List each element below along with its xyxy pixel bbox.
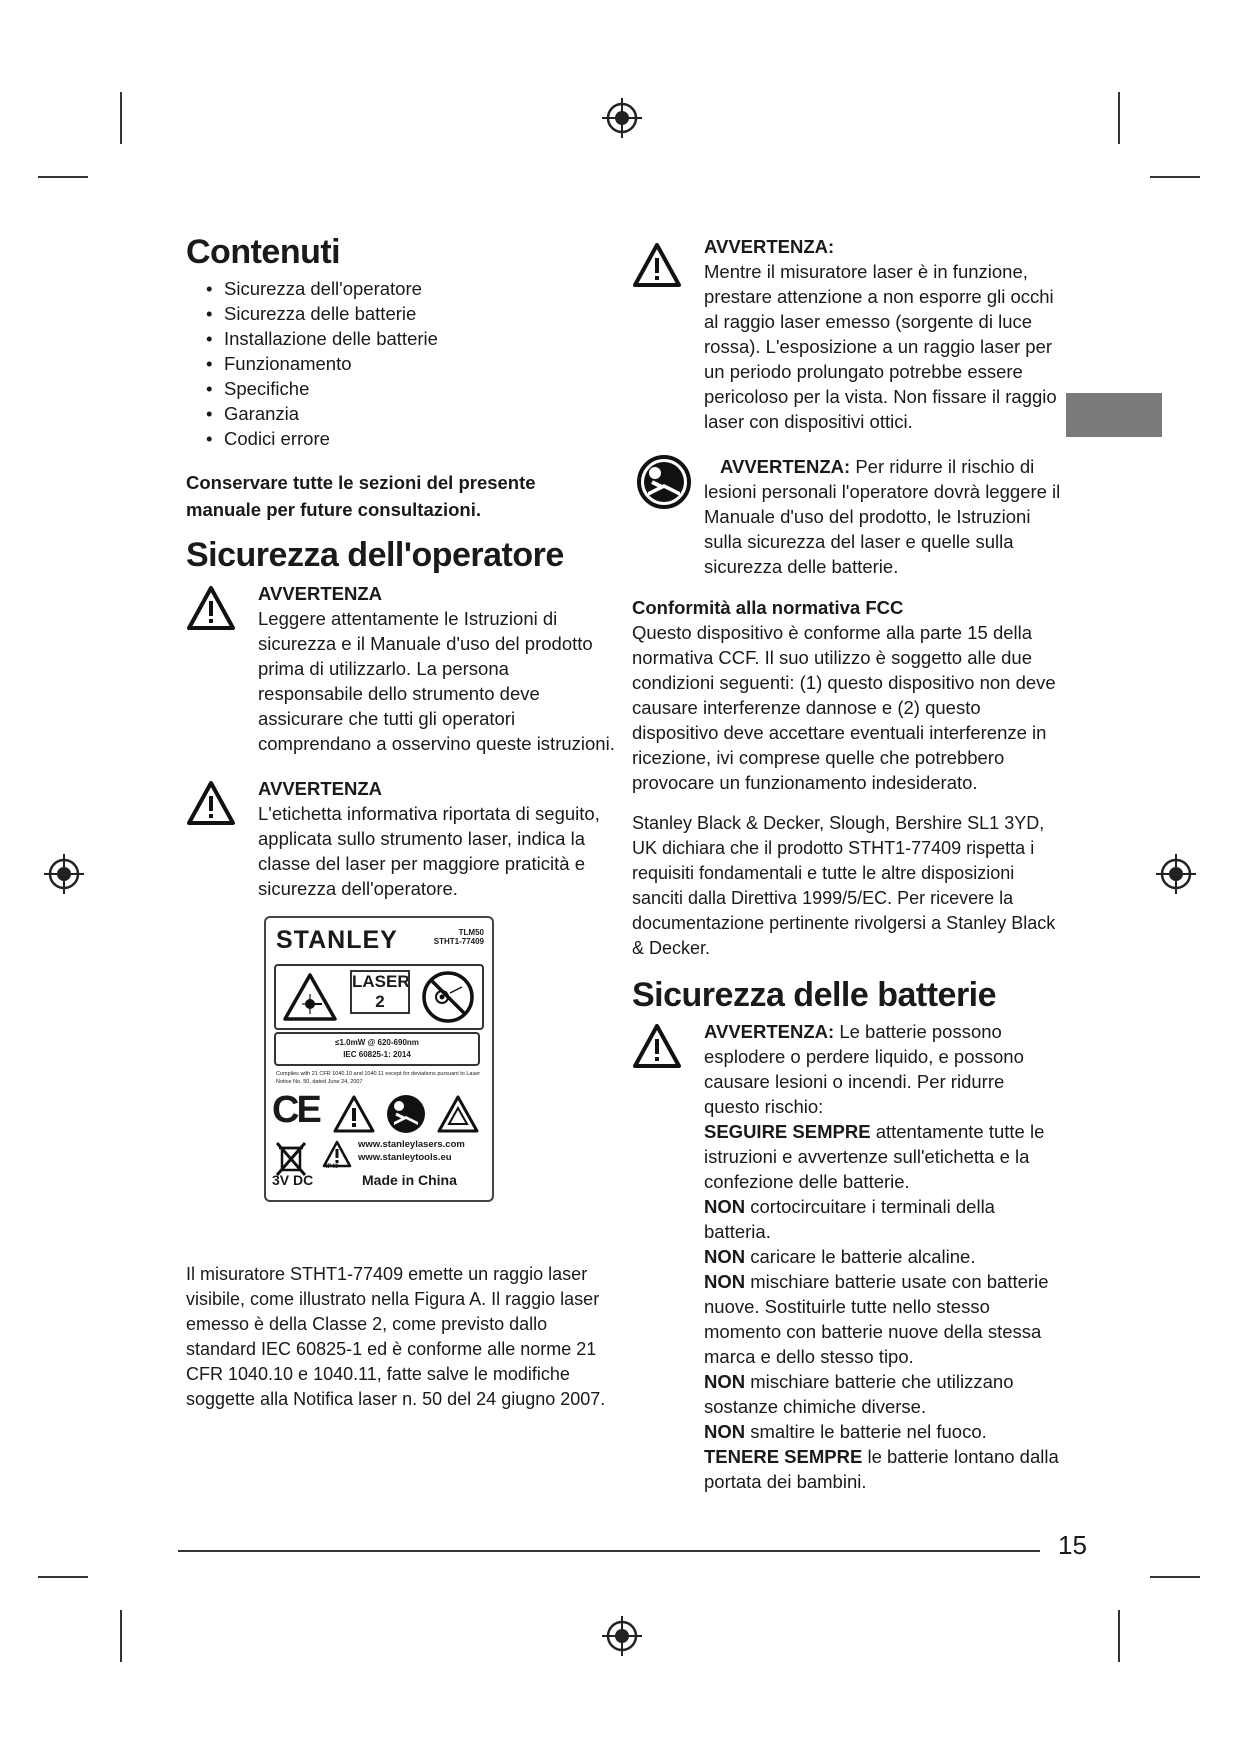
battery-rule <box>704 1419 1062 1444</box>
warning-block <box>632 454 1062 579</box>
rule-text: cortocircuitare i terminali della batteria. <box>704 1196 995 1242</box>
right-column <box>632 234 1062 1494</box>
warning-text: Mentre il misuratore laser è in funzione, prestare attenzione a non esporre gli occhi al raggio laser emesso (sorgente di luce rossa). L'esposizione a un raggio laser per un periodo prolungato potrebbe essere pericoloso per la vista. Non fissare il raggio laser con dispositivi ottici. <box>704 261 1057 432</box>
made-in: Made in China <box>362 1172 457 1188</box>
contents-item: • Funzionamento <box>186 351 616 376</box>
rule-text: mischiare batterie usate con batterie nuove. Sostituirle tutte nello stesso momento con batterie nuove della stessa marca e dello stesso tipo. <box>704 1271 1049 1367</box>
warning-triangle-icon <box>186 585 236 631</box>
rule-lead: NON <box>704 1421 746 1442</box>
model-line: STHT1-77409 <box>433 937 484 946</box>
compliance-fine-print: Complies with 21 CFR 1040.10 and 1040.11 except for deviations pursuant to Laser Notice No. 50, dated June 24, 2007 <box>276 1071 481 1085</box>
warning-title: AVVERTENZA: <box>720 456 851 477</box>
crop-mark <box>120 92 122 144</box>
rule-lead: TENERE SEMPRE <box>704 1446 863 1467</box>
laser-hazard-icon <box>282 972 338 1022</box>
rule-lead: NON <box>704 1196 746 1217</box>
battery-rule <box>704 1369 1062 1419</box>
declaration-text: Stanley Black & Decker, Slough, Bershire SL1 3YD, UK dichiara che il prodotto STHT1-77409 rispetta i requisiti fondamentali e tutte le altre disposizioni sanciti dalla Direttiva 1999/5/EC. Per ricevere la documentazione pertinente rivolgersi a Stanley Black & Decker. <box>632 813 1056 958</box>
battery-rule <box>704 1194 1062 1244</box>
warning-triangle-icon <box>186 780 236 826</box>
warning-text: Per ridurre il rischio di lesioni personali l'operatore dovrà leggere il Manuale d'uso del prodotto, le Istruzioni sulla sicurezza del laser e quelle sulla sicurezza delle batterie. <box>704 456 1061 577</box>
contents-item: • Codici errore <box>186 426 616 451</box>
model-number <box>434 928 484 946</box>
laser-class-label <box>264 916 494 1202</box>
warning-paragraph <box>704 454 1062 579</box>
rule-lead: SEGUIRE SEMPRE <box>704 1121 871 1142</box>
website-link: www.stanleylasers.com <box>358 1139 465 1150</box>
crop-mark <box>120 1610 122 1662</box>
contents-title: Contenuti <box>186 233 341 271</box>
laser-word: LASER <box>352 972 410 991</box>
registration-mark-icon <box>600 1614 644 1658</box>
battery-safety-title: Sicurezza delle batterie <box>632 976 997 1014</box>
contents-item: • Specifiche <box>186 376 616 401</box>
keep-manual-note: Conservare tutte le sezioni del presente manuale per future consultazioni. <box>186 472 536 520</box>
voltage-rating: 3V DC <box>272 1172 314 1188</box>
contents-item: • Sicurezza dell'operatore <box>186 276 616 301</box>
battery-warning-paragraph <box>704 1019 1062 1119</box>
fcc-text: Questo dispositivo è conforme alla parte 15 della normativa CCF. Il suo utilizzo è soggetto alle due condizioni seguenti: (1) questo dispositivo non deve causare interferenze dannose e (2) questo dispositivo deve accettare eventuali interferenze in ricezione, ivi comprese quelle che potrebbero provocare un funzionamento indesiderato. <box>632 622 1056 793</box>
label-websites <box>358 1138 465 1164</box>
crop-mark <box>38 176 88 178</box>
registration-mark-icon <box>42 852 86 896</box>
warning-title: AVVERTENZA <box>258 778 383 799</box>
warning-block <box>186 581 616 756</box>
rule-text: attentamente tutte le istruzioni e avvertenze sull'etichetta e la confezione delle batterie. <box>704 1121 1045 1192</box>
warning-title: AVVERTENZA <box>258 583 383 604</box>
registration-mark-icon <box>1154 852 1198 896</box>
battery-warning-block <box>632 1019 1062 1494</box>
laser-power-spec: ≤1.0mW @ 620-690nm <box>335 1038 419 1047</box>
contents-item: • Installazione delle batterie <box>186 326 616 351</box>
model-line: TLM50 <box>458 928 484 937</box>
read-manual-icon <box>636 454 692 510</box>
crop-mark <box>1150 1576 1200 1578</box>
read-manual-icon <box>384 1092 428 1136</box>
battery-rule <box>704 1244 1062 1269</box>
warning-title: AVVERTENZA: <box>704 1021 835 1042</box>
page-number: 15 <box>1058 1530 1087 1560</box>
ip-rating: IP40 <box>326 1164 339 1170</box>
crop-mark <box>1118 92 1120 144</box>
laser-class-box <box>274 964 484 1030</box>
laser-spec-box <box>274 1032 480 1066</box>
left-column <box>186 232 616 901</box>
battery-rule <box>704 1119 1062 1194</box>
contents-item: • Sicurezza delle batterie <box>186 301 616 326</box>
warning-block <box>186 776 616 901</box>
brand-name: STANLEY <box>276 926 398 954</box>
contents-item: • Garanzia <box>186 401 616 426</box>
rule-lead: NON <box>704 1371 746 1392</box>
rule-text: smaltire le batterie nel fuoco. <box>750 1421 987 1442</box>
battery-rule <box>704 1269 1062 1369</box>
footer-rule <box>178 1550 1040 1552</box>
battery-rule <box>704 1444 1062 1494</box>
rule-text: le batterie lontano dalla portata dei bambini. <box>704 1446 1059 1492</box>
warning-text: Le batterie possono esplodere o perdere liquido, e possono causare lesioni o incendi. Per ridurre questo rischio: <box>704 1021 1024 1117</box>
website-link: www.stanleytools.eu <box>358 1152 452 1163</box>
crop-mark <box>38 1576 88 1578</box>
registration-mark-icon <box>600 96 644 140</box>
warning-triangle-icon <box>632 242 682 288</box>
warning-triangle-icon <box>332 1094 376 1134</box>
crop-mark <box>1150 176 1200 178</box>
section-tab-marker <box>1066 393 1162 437</box>
fcc-title: Conformità alla normativa FCC <box>632 597 904 618</box>
laser-class-number: 2 <box>375 992 385 1011</box>
crop-mark <box>1118 1610 1120 1662</box>
contents-list <box>186 276 616 451</box>
rule-lead: NON <box>704 1271 746 1292</box>
laser-class-text <box>350 970 410 1014</box>
laser-standard-spec: IEC 60825-1: 2014 <box>343 1050 411 1059</box>
ce-mark: CE <box>272 1089 319 1131</box>
warning-triangle-icon <box>632 1023 682 1069</box>
recycle-warning-icon <box>436 1094 480 1134</box>
warning-text: L'etichetta informativa riportata di seguito, applicata sullo strumento laser, indica la classe del laser per maggiore praticità e sicurezza dell'operatore. <box>258 803 600 899</box>
no-stare-icon <box>420 969 476 1025</box>
rule-text: caricare le batterie alcaline. <box>750 1246 976 1267</box>
warning-block <box>632 234 1062 434</box>
warning-text: Leggere attentamente le Istruzioni di sicurezza e il Manuale d'uso del prodotto prima di utilizzarlo. La persona responsabile dello strumento deve assicurare che tutti gli operatori comprendano a osservino queste istruzioni. <box>258 608 615 754</box>
rule-lead: NON <box>704 1246 746 1267</box>
operator-safety-title: Sicurezza dell'operatore <box>186 536 564 574</box>
warning-title: AVVERTENZA: <box>704 236 835 257</box>
laser-emission-paragraph: Il misuratore STHT1-77409 emette un raggio laser visibile, come illustrato nella Figura A. Il raggio laser emesso è della Classe 2, come previsto dallo standard IEC 60825-1 ed è conforme alle norme 21 CFR 1040.10 e 1040.11, fatte salve le modifiche soggette alla Notifica laser n. 50 del 24 giugno 2007. <box>186 1264 606 1409</box>
rule-text: mischiare batterie che utilizzano sostanze chimiche diverse. <box>704 1371 1014 1417</box>
